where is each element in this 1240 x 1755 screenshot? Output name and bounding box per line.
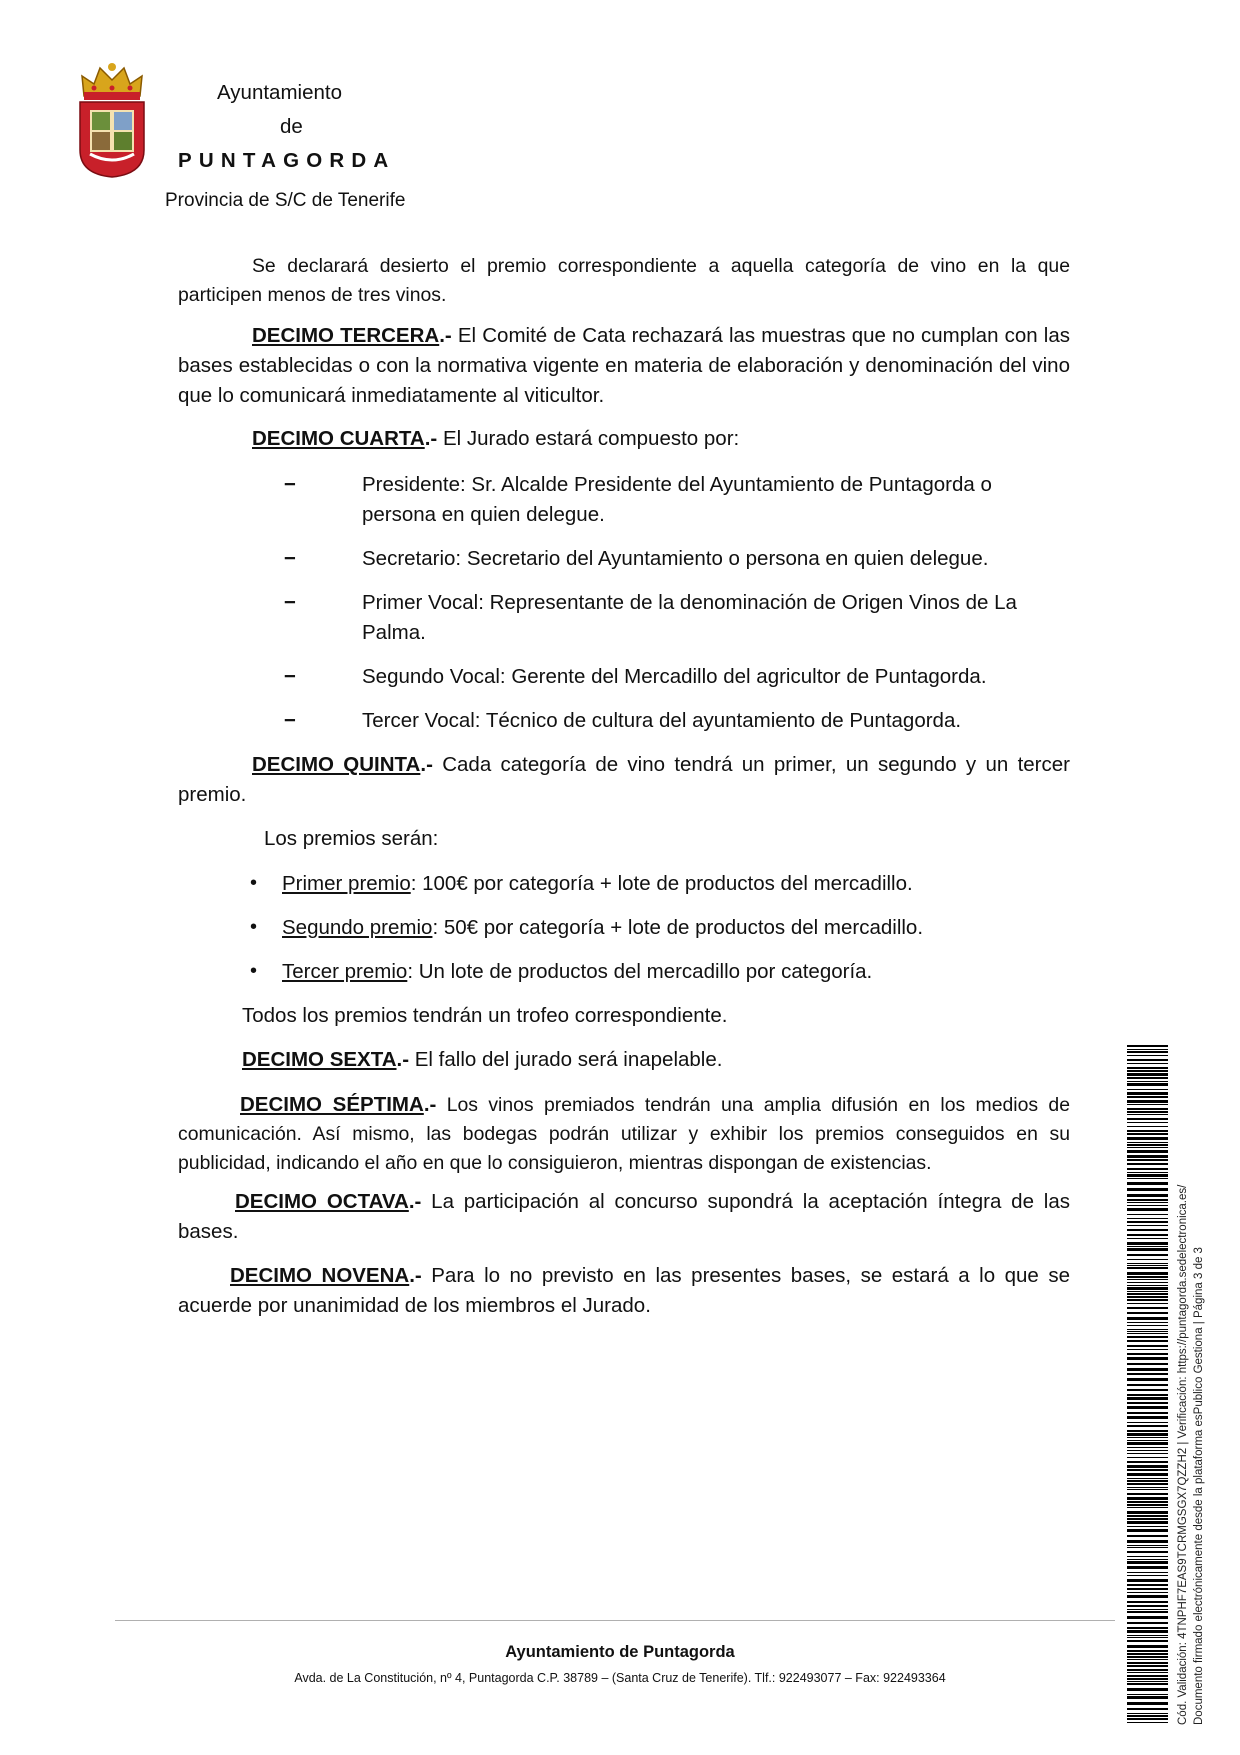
barcode-bar: [1127, 1384, 1168, 1386]
barcode-bar: [1127, 1182, 1168, 1185]
barcode-bar: [1127, 1276, 1168, 1278]
barcode-bar: [1127, 1437, 1168, 1438]
clause-19-sep: .-: [409, 1264, 422, 1287]
prize-label: Primer premio: [282, 872, 411, 895]
barcode-bar: [1127, 1178, 1168, 1179]
barcode-bar: [1127, 1118, 1168, 1120]
prize-item: [252, 869, 1070, 899]
barcode-bar: [1127, 1126, 1168, 1127]
barcode-bar: [1127, 1656, 1168, 1658]
barcode-bar: [1127, 1137, 1168, 1140]
barcode-bar: [1127, 1402, 1168, 1404]
barcode-bar: [1127, 1307, 1168, 1309]
barcode-bar: [1127, 1442, 1168, 1445]
barcode-bar: [1127, 1504, 1168, 1506]
barcode-bar: [1127, 1336, 1168, 1338]
barcode-bar: [1127, 1353, 1168, 1355]
coat-of-arms-logo: [78, 62, 146, 178]
barcode-bar: [1127, 1202, 1168, 1203]
barcode-bar: [1127, 1287, 1168, 1290]
barcode-bar: [1127, 1263, 1168, 1264]
barcode-bar: [1127, 1055, 1168, 1056]
barcode-bar: [1127, 1659, 1168, 1660]
barcode-bar: [1127, 1461, 1168, 1463]
barcode-bar: [1127, 1205, 1168, 1206]
barcode-bar: [1127, 1529, 1168, 1532]
barcode-bar: [1127, 1595, 1168, 1598]
barcode-bar: [1127, 1579, 1168, 1582]
clause-16-text: El fallo del jurado será inapelable.: [409, 1048, 723, 1071]
org-name-line2: de: [280, 115, 303, 138]
barcode-bar: [1127, 1718, 1168, 1720]
barcode-bar: [1127, 1199, 1168, 1201]
clause-18-sep: .-: [408, 1190, 422, 1213]
barcode-bar: [1127, 1584, 1168, 1586]
barcode-bar: [1127, 1285, 1168, 1286]
clause-14-title: DECIMO CUARTA: [252, 427, 425, 450]
barcode-bar: [1127, 1394, 1168, 1396]
barcode-bar: [1127, 1144, 1168, 1146]
barcode-bar: [1127, 1045, 1168, 1047]
barcode-bar: [1127, 1483, 1168, 1485]
barcode-bar: [1127, 1234, 1168, 1236]
jury-member-text: Primer Vocal: Representante de la denominación de Origen Vinos de La Palma.: [362, 591, 1017, 644]
clause-14-text: El Jurado estará compuesto por:: [437, 427, 740, 450]
barcode-bar: [1127, 1248, 1168, 1251]
clause-19-text: Para lo no previsto en las presentes bases, se estará a lo que se acuerde por unanimidad de los miembros el Jurado.: [178, 1264, 1070, 1317]
footer-divider: [115, 1620, 1115, 1621]
jury-member-text: Tercer Vocal: Técnico de cultura del ayuntamiento de Puntagorda.: [362, 709, 962, 732]
barcode-bar: [1127, 1092, 1168, 1095]
barcode-bar: [1127, 1425, 1168, 1427]
footer-address: Avda. de La Constitución, nº 4, Puntagorda C.P. 38789 – (Santa Cruz de Tenerife). Tlf.: 922493077 – Fax: 922493364: [294, 1671, 946, 1685]
barcode-bar: [1127, 1416, 1168, 1419]
clause-17-sep: .-: [423, 1093, 437, 1116]
barcode-bar: [1127, 1575, 1168, 1576]
barcode-bar: [1127, 1440, 1168, 1441]
barcode-bar: [1127, 1242, 1168, 1245]
barcode-bar: [1127, 1397, 1168, 1400]
barcode-bar: [1127, 1702, 1168, 1705]
barcode-bar: [1127, 1592, 1168, 1593]
clause-18-title: DECIMO OCTAVA: [235, 1190, 409, 1213]
barcode-bar: [1127, 1100, 1168, 1103]
clause-18-text: La participación al concurso supondrá la aceptación íntegra de las bases.: [178, 1190, 1070, 1243]
barcode-bar: [1127, 1051, 1168, 1053]
barcode-bar: [1127, 1389, 1168, 1391]
barcode-bar: [1127, 1214, 1168, 1215]
barcode-bar: [1127, 1635, 1168, 1636]
barcode-bar: [1127, 1611, 1168, 1613]
trophy-paragraph: Todos los premios tendrán un trofeo correspondiente.: [242, 1004, 728, 1027]
barcode-bar: [1127, 1172, 1168, 1173]
barcode-bar: [1127, 1605, 1168, 1607]
prize-text: : Un lote de productos del mercadillo por categoría.: [407, 960, 873, 983]
barcode-bar: [1127, 1293, 1168, 1295]
barcode-bar: [1127, 1049, 1168, 1050]
clause-13-title: DECIMO TERCERA: [252, 324, 440, 347]
barcode-bar: [1127, 1588, 1168, 1590]
jury-member-item: [284, 588, 1070, 648]
barcode-bar: [1127, 1450, 1168, 1451]
dash-marker: −: [284, 547, 296, 570]
prize-text: : 50€ por categoría + lote de productos del mercadillo.: [432, 916, 924, 939]
barcode-bar: [1127, 1063, 1168, 1064]
barcode-bar: [1127, 1630, 1168, 1633]
intro-paragraph: Se declarará desierto el premio correspondiente a aquella categoría de vino en la que participen menos de tres vinos.: [178, 255, 1070, 306]
dash-marker: −: [284, 591, 296, 614]
barcode-bar: [1127, 1465, 1168, 1468]
barcode-bar: [1127, 1412, 1168, 1414]
barcode-bar: [1127, 1077, 1168, 1079]
clause-16-sep: .-: [396, 1048, 410, 1071]
prize-label: Segundo premio: [282, 916, 433, 939]
barcode-bar: [1127, 1487, 1168, 1488]
barcode-bar: [1127, 1713, 1168, 1714]
barcode-bar: [1127, 1218, 1168, 1219]
barcode-bar: [1127, 1507, 1168, 1508]
barcode-bar: [1127, 1312, 1168, 1314]
barcode-bar: [1127, 1070, 1168, 1072]
barcode-bar: [1127, 1130, 1168, 1132]
barcode-bar: [1127, 1114, 1168, 1115]
barcode-bar: [1127, 1622, 1168, 1624]
barcode-bar: [1127, 1493, 1168, 1495]
clause-18: [178, 1187, 1070, 1247]
barcode-bar: [1127, 1683, 1168, 1685]
clause-13-text: El Comité de Cata rechazará las muestras que no cumplan con las bases establecidas o con la normativa vigente en materia de elaboración y denominación del vino que lo comunicará inmediatamente al viticultor.: [178, 324, 1070, 407]
barcode-bar: [1127, 1637, 1168, 1638]
prize-text: : 100€ por categoría + lote de productos del mercadillo.: [410, 872, 913, 895]
clause-17-text: Los vinos premiados tendrán una amplia difusión en los medios de comunicación. Así mismo, las bodegas podrán utilizar y exhibir los premios conseguidos en su publicidad, indicando el año en que lo consiguieron, mientras dispongan de existencias.: [178, 1094, 1070, 1174]
barcode-bar: [1127, 1147, 1168, 1148]
validation-barcode: [1127, 1045, 1168, 1725]
barcode-bar: [1127, 1142, 1168, 1143]
clause-17-title: DECIMO SÉPTIMA: [240, 1093, 424, 1116]
prize-item: [252, 957, 1070, 987]
dash-marker: −: [284, 473, 296, 496]
barcode-bar: [1127, 1122, 1168, 1123]
jury-member-item: [284, 470, 1070, 530]
barcode-bar: [1127, 1665, 1168, 1667]
barcode-bar: [1127, 1497, 1168, 1500]
barcode-bar: [1127, 1345, 1168, 1347]
dash-marker: −: [284, 709, 296, 732]
barcode-bar: [1127, 1059, 1168, 1061]
barcode-bar: [1127, 1501, 1168, 1503]
jury-member-item: [284, 662, 1070, 692]
barcode-bar: [1127, 1447, 1168, 1448]
barcode-bar: [1127, 1155, 1168, 1158]
barcode-bar: [1127, 1547, 1168, 1548]
jury-member-item: [284, 706, 1070, 736]
barcode-bar: [1127, 1430, 1168, 1432]
barcode-bar: [1127, 1696, 1168, 1699]
barcode-bar: [1127, 1681, 1168, 1682]
barcode-bar: [1127, 1559, 1168, 1560]
barcode-bar: [1127, 1373, 1168, 1375]
barcode-bar: [1127, 1265, 1168, 1266]
barcode-bar: [1127, 1715, 1168, 1717]
barcode-bar: [1127, 1133, 1168, 1135]
barcode-bar: [1127, 1363, 1168, 1365]
barcode-bar: [1127, 1368, 1168, 1371]
barcode-bar: [1127, 1291, 1168, 1292]
barcode-bar: [1127, 1225, 1168, 1226]
clause-17: [178, 1090, 1070, 1178]
barcode-bar: [1127, 1279, 1168, 1280]
barcode-bar: [1127, 1325, 1168, 1326]
barcode-bar: [1127, 1194, 1168, 1197]
prizes-intro: Los premios serán:: [264, 827, 439, 850]
barcode-bar: [1127, 1282, 1168, 1283]
barcode-bar: [1127, 1645, 1168, 1648]
prize-label: Tercer premio: [282, 960, 408, 983]
org-name-line1: Ayuntamiento: [217, 81, 342, 104]
barcode-bar: [1127, 1678, 1168, 1680]
clause-15-text: Cada categoría de vino tendrá un primer, un segundo y un tercer premio.: [178, 753, 1070, 806]
clause-16-title: DECIMO SEXTA: [242, 1048, 397, 1071]
barcode-bar: [1127, 1515, 1168, 1517]
jury-member-item: [284, 544, 1070, 574]
barcode-bar: [1127, 1535, 1168, 1537]
barcode-bar: [1127, 1669, 1168, 1671]
barcode-bar: [1127, 1566, 1168, 1569]
clause-15-sep: .-: [420, 753, 433, 776]
barcode-bar: [1127, 1108, 1168, 1110]
clause-13-sep: .-: [439, 324, 452, 347]
barcode-bar: [1127, 1551, 1168, 1553]
barcode-bar: [1127, 1556, 1168, 1557]
barcode-bar: [1127, 1616, 1168, 1619]
barcode-bar: [1127, 1572, 1168, 1573]
footer-organization: Ayuntamiento de Puntagorda: [505, 1643, 735, 1661]
barcode-bar: [1127, 1168, 1168, 1170]
barcode-bar: [1127, 1208, 1168, 1211]
barcode-bar: [1127, 1296, 1168, 1298]
barcode-bar: [1127, 1540, 1168, 1543]
barcode-bar: [1127, 1303, 1168, 1304]
barcode-bar: [1127, 1081, 1168, 1082]
barcode-bar: [1127, 1640, 1168, 1642]
clause-15: [178, 750, 1070, 810]
barcode-bar: [1127, 1272, 1168, 1275]
barcode-bar: [1127, 1357, 1168, 1360]
clause-14-sep: .-: [424, 427, 438, 450]
barcode-bar: [1127, 1478, 1168, 1479]
dash-marker: −: [284, 665, 296, 688]
barcode-bar: [1127, 1096, 1168, 1098]
barcode-bar: [1127, 1650, 1168, 1652]
barcode-bar: [1127, 1329, 1168, 1330]
barcode-bar: [1127, 1672, 1168, 1673]
barcode-bar: [1127, 1254, 1168, 1256]
barcode-bar: [1127, 1188, 1168, 1191]
barcode-bar: [1127, 1111, 1168, 1113]
barcode-bar: [1127, 1317, 1168, 1320]
barcode-bar: [1127, 1340, 1168, 1342]
bullet-marker: •: [250, 916, 258, 938]
org-province: Provincia de S/C de Tenerife: [165, 190, 406, 211]
barcode-bar: [1127, 1246, 1168, 1247]
signature-platform-line: Documento firmado electrónicamente desde la plataforma esPublico Gestiona | Página 3 de 3: [1192, 1247, 1205, 1725]
barcode-bar: [1127, 1174, 1168, 1177]
barcode-bar: [1127, 1089, 1168, 1090]
barcode-bar: [1127, 1469, 1168, 1471]
clause-19: [178, 1261, 1070, 1321]
barcode-bar: [1127, 1675, 1168, 1677]
barcode-bar: [1127, 1259, 1168, 1260]
barcode-bar: [1127, 1561, 1168, 1564]
barcode-bar: [1127, 1333, 1168, 1334]
barcode-bar: [1127, 1688, 1168, 1691]
barcode-bar: [1127, 1104, 1168, 1105]
barcode-bar: [1127, 1331, 1168, 1332]
barcode-bar: [1127, 1545, 1168, 1546]
barcode-bar: [1127, 1722, 1168, 1723]
clause-15-title: DECIMO QUINTA: [252, 753, 421, 776]
clause-13: [178, 321, 1070, 411]
barcode-bar: [1127, 1489, 1168, 1490]
clause-14: [178, 424, 1070, 454]
barcode-bar: [1127, 1653, 1168, 1655]
clause-16: [242, 1045, 1070, 1075]
jury-member-text: Secretario: Secretario del Ayuntamiento o persona en quien delegue.: [362, 547, 989, 570]
barcode-bar: [1127, 1238, 1168, 1239]
barcode-bar: [1127, 1694, 1168, 1695]
barcode-bar: [1127, 1073, 1168, 1076]
barcode-bar: [1127, 1349, 1168, 1350]
barcode-bar: [1127, 1662, 1168, 1664]
barcode-bar: [1127, 1067, 1168, 1069]
bullet-marker: •: [250, 872, 258, 894]
barcode-bar: [1127, 1518, 1168, 1520]
barcode-bar: [1127, 1609, 1168, 1610]
barcode-bar: [1127, 1221, 1168, 1223]
validation-side-text: [1176, 1025, 1210, 1725]
barcode-bar: [1127, 1406, 1168, 1409]
barcode-bar: [1127, 1601, 1168, 1603]
prize-item: [252, 913, 1070, 943]
barcode-bar: [1127, 1159, 1168, 1161]
barcode-bar: [1127, 1299, 1168, 1301]
clause-19-title: DECIMO NOVENA: [230, 1264, 410, 1287]
barcode-bar: [1127, 1150, 1168, 1153]
org-name-line3: PUNTAGORDA: [178, 149, 396, 172]
barcode-bar: [1127, 1322, 1168, 1323]
barcode-bar: [1127, 1457, 1168, 1458]
barcode-bar: [1127, 1511, 1168, 1514]
validation-code-line: Cód. Validación: 4TNPHF7EAS9TCRMGSGX7QZZH2 | Verificación: https://puntagorda.sedelectronica.es/: [1177, 1184, 1189, 1725]
barcode-bar: [1127, 1422, 1168, 1423]
bullet-marker: •: [250, 960, 258, 982]
barcode-bar: [1127, 1083, 1168, 1086]
barcode-bar: [1127, 1708, 1168, 1710]
barcode-bar: [1127, 1378, 1168, 1381]
barcode-bar: [1127, 1526, 1168, 1527]
barcode-bar: [1127, 1453, 1168, 1454]
barcode-bar: [1127, 1163, 1168, 1165]
jury-member-text: Segundo Vocal: Gerente del Mercadillo del agricultor de Puntagorda.: [362, 665, 987, 688]
barcode-bar: [1127, 1627, 1168, 1629]
barcode-bar: [1127, 1521, 1168, 1524]
jury-member-text: Presidente: Sr. Alcalde Presidente del Ayuntamiento de Puntagorda o persona en quien delegue.: [362, 473, 992, 526]
barcode-bar: [1127, 1473, 1168, 1476]
barcode-bar: [1127, 1433, 1168, 1436]
barcode-bar: [1127, 1480, 1168, 1482]
barcode-bar: [1127, 1229, 1168, 1231]
barcode-bar: [1127, 1267, 1168, 1269]
